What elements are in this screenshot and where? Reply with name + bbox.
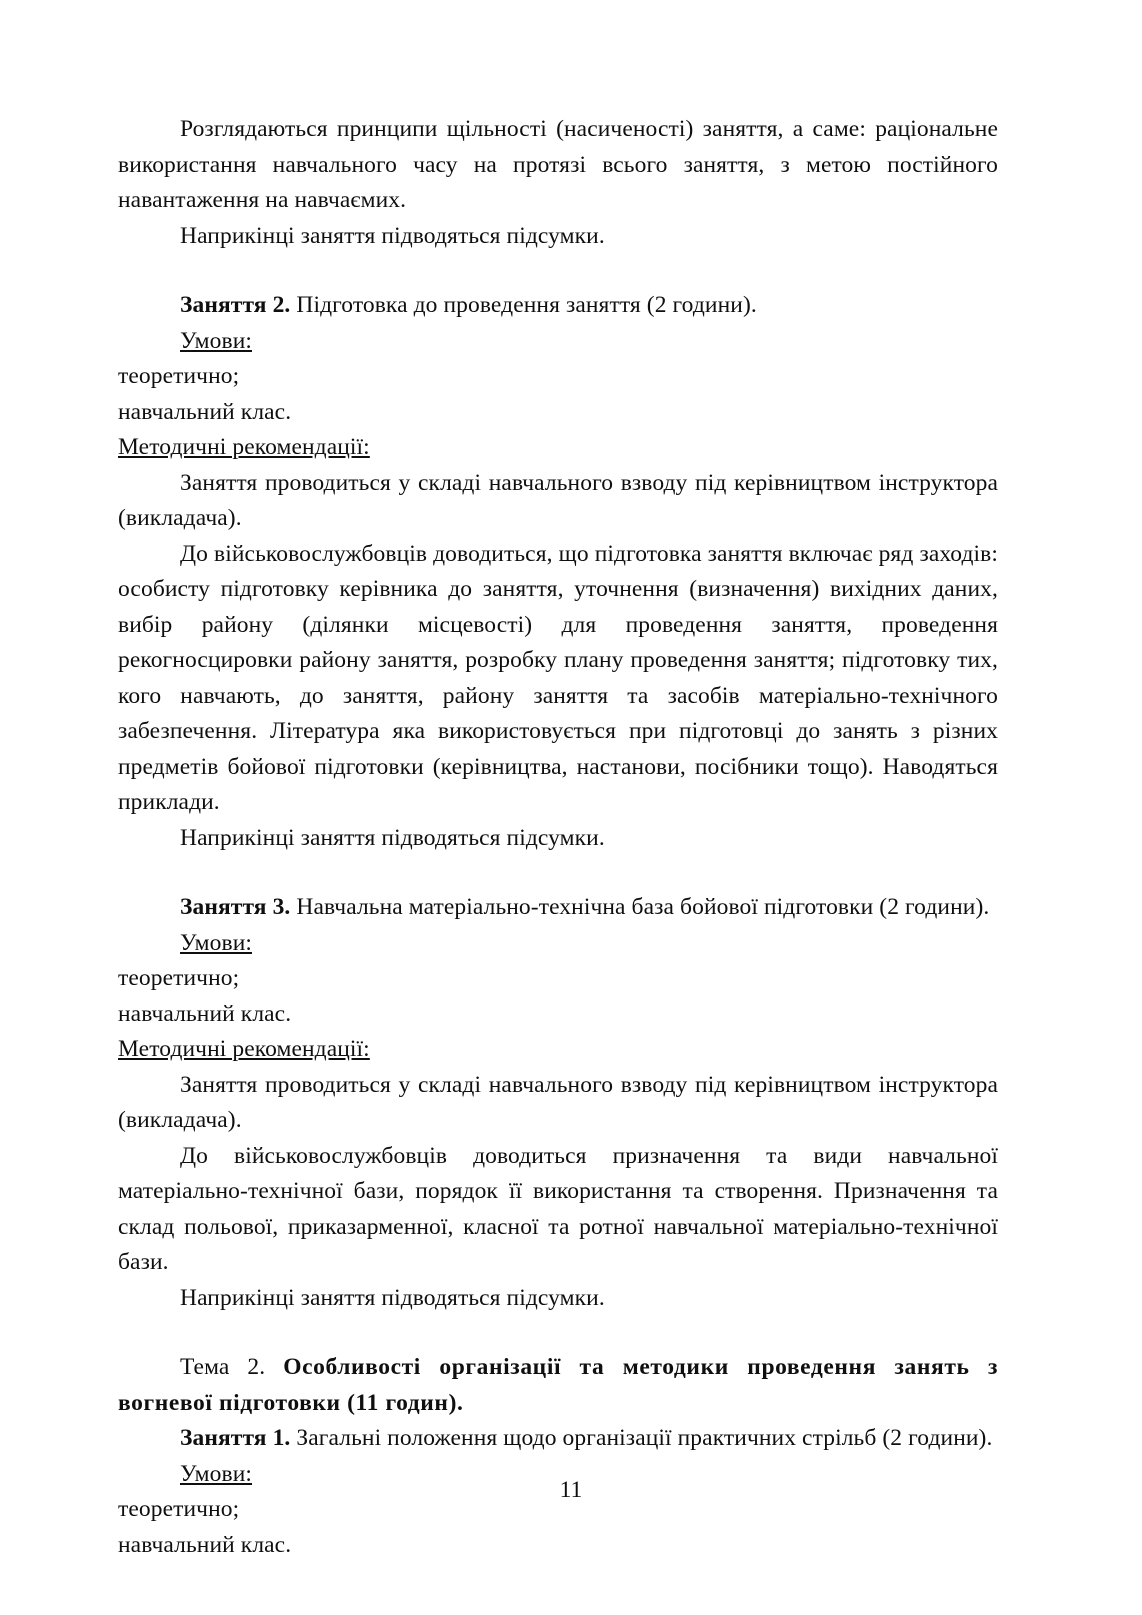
paragraph-lesson2-conduct: Заняття проводиться у складі навчального взводу під керівництвом інструктора (викладача). — [118, 469, 998, 531]
condition-item-theory-2: теоретично; — [118, 965, 240, 991]
condition-item-theory-3: теоретично; — [118, 1496, 240, 1522]
lesson-4-heading — [118, 1421, 998, 1457]
lesson-2-title: Підготовка до проведення заняття (2 години). — [290, 292, 757, 318]
paragraph-lesson3-conduct: Заняття проводиться у складі навчального взводу під керівництвом інструктора (викладача). — [118, 1071, 998, 1133]
lesson-2-heading — [118, 288, 998, 324]
lesson-3-heading — [118, 890, 998, 926]
lesson-3-label: Заняття 3. — [180, 894, 291, 920]
topic-2-heading — [118, 1350, 998, 1421]
topic-2-title: Особливості організації та методики проведення занять з вогневої підготовки (11 годин). — [118, 1354, 998, 1416]
method-recommendations-label-1: Методичні рекомендації: — [118, 434, 370, 460]
paragraph-summary-2: Наприкінці заняття підводяться підсумки. — [180, 824, 605, 851]
conditions-label-1: Умови: — [180, 327, 252, 354]
page-content — [118, 112, 998, 1563]
conditions-label-3: Умови: — [180, 1460, 252, 1487]
paragraph-summary-1: Наприкінці заняття підводяться підсумки. — [180, 222, 605, 249]
condition-item-class-1: навчальний клас. — [118, 398, 292, 425]
condition-item-class-2: навчальний клас. — [118, 1000, 292, 1027]
paragraph-lesson2-body: До військовослужбовців доводиться, що підготовка заняття включає ряд заходів: особисту підготовку керівника до заняття, уточнення (визначення) вихідних даних, вибір району (ділянки місцевості) для проведення заняття, проведення рекогносцировки району заняття, розробку плану проведення заняття; підготовку тих, кого навчають, до заняття, району заняття та засобів матеріально-технічного забезпечення. Література яка використовується при підготовці до занять з різних предметів бойової підготовки (керівництва, настанови, посібники тощо). Наводяться приклади. — [118, 540, 998, 815]
lesson-4-label: Заняття 1. — [180, 1425, 291, 1451]
paragraph-lesson3-body: До військовослужбовців доводиться призначення та види навчальної матеріально-технічної бази, порядок її використання та створення. Призначення та склад польової, приказарменної, класної та ротної навчальної матеріально-технічної бази. — [118, 1142, 998, 1275]
page-number: 11 — [559, 1477, 583, 1503]
paragraph-summary-3: Наприкінці заняття підводяться підсумки. — [180, 1284, 605, 1311]
lesson-2-label: Заняття 2. — [180, 292, 291, 318]
condition-item-class-3: навчальний клас. — [118, 1531, 292, 1558]
lesson-4-title: Загальні положення щодо організації практичних стрільб (2 години). — [290, 1425, 993, 1451]
paragraph-intro: Розглядаються принципи щільності (насиченості) заняття, а саме: раціональне використання навчального часу на протязі всього заняття, з метою постійного навантаження на навчаємих. — [118, 116, 998, 213]
lesson-3-title: Навчальна матеріально-технічна база бойової підготовки (2 години). — [290, 894, 990, 920]
topic-2-prefix: Тема 2. — [180, 1354, 284, 1380]
conditions-label-2: Умови: — [180, 929, 252, 956]
condition-item-theory-1: теоретично; — [118, 363, 240, 389]
method-recommendations-label-2: Методичні рекомендації: — [118, 1036, 370, 1062]
